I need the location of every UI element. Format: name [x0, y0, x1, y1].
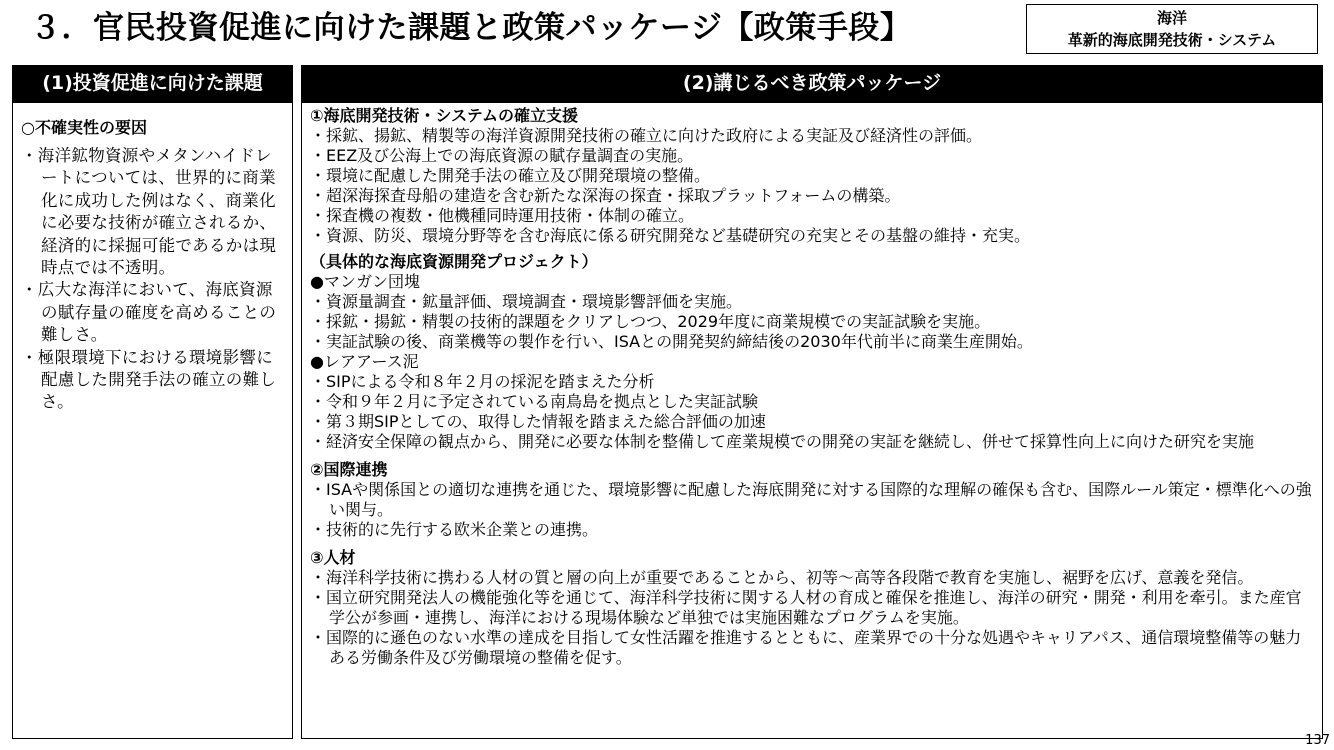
policy-item: ・環境に配慮した開発手法の確立及び開発環境の整備。 [310, 166, 711, 185]
topic-tag-line1: 海洋 [1156, 9, 1187, 27]
project-item: ・第３期SIPとしての、取得した情報を踏まえた総合評価の加速 [310, 412, 766, 431]
project-item: ・令和９年２月に予定されている南鳥島を拠点とした実証試験 [310, 392, 759, 411]
policy-item: ・ISAや関係国との適切な連携を通じた、環境影響に配慮した海底開発に対する国際的な理解の確保も含む、国際ルール策定・標準化への強い関与。 [310, 480, 1312, 519]
page-number: 137 [1305, 733, 1330, 748]
topic-tag [1026, 4, 1318, 54]
section-title-international: ②国際連携 [310, 460, 388, 479]
policy-item: ・資源、防災、環境分野等を含む海底に係る研究開発など基礎研究の充実とその基盤の維持・充実。 [310, 226, 1031, 245]
section-title-human-resources: ③人材 [310, 548, 356, 567]
project-item: ・採鉱・揚鉱・精製の技術的課題をクリアしつつ、2029年度に商業規模での実証試験を実施。 [310, 312, 991, 331]
policy-item: ・技術的に先行する欧米企業との連携。 [310, 520, 599, 539]
project-label-rare-earth: ●レアアース泥 [310, 352, 419, 371]
project-item: ・資源量調査・鉱量評価、環境調査・環境影響評価を実施。 [310, 292, 743, 311]
issues-subheading: ○不確実性の要因 [21, 118, 147, 137]
project-item: ・実証試験の後、商業機等の製作を行い、ISAとの開発契約締結後の2030年代前半に商業生産開始。 [310, 332, 1033, 351]
project-label-manganese: ●マンガン団塊 [310, 272, 420, 291]
project-item: ・経済安全保障の観点から、開発に必要な体制を整備して産業規模での開発の実証を継続し、併せて採算性向上に向けた研究を実施 [310, 432, 1255, 451]
issues-panel [12, 102, 293, 739]
right-column-heading: (2)講じるべき政策パッケージ [301, 65, 1323, 102]
project-item: ・SIPによる令和８年２月の採泥を踏まえた分析 [310, 372, 655, 391]
policy-item: ・採鉱、揚鉱、精製等の海洋資源開発技術の確立に向けた政府による実証及び経済性の評価。 [310, 126, 983, 145]
issue-item: ・海洋鉱物資源やメタンハイドレートについては、世界的に商業化に成功した例はなく、商業化に必要な技術が確立されるか、経済的に採掘可能であるかは現時点では不透明。 [21, 146, 277, 278]
issue-item: ・極限環境下における環境影響に配慮した開発手法の確立の難しさ。 [21, 347, 277, 412]
policy-panel [301, 102, 1323, 739]
issue-item: ・広大な海洋において、海底資源の賦存量の確度を高めることの難しさ。 [21, 280, 277, 345]
projects-heading: （具体的な海底資源開発プロジェクト） [310, 252, 598, 271]
policy-item: ・海洋科学技術に携わる人材の質と層の向上が重要であることから、初等～高等各段階で教育を実施し、裾野を広げ、意義を発信。 [310, 568, 1254, 587]
topic-tag-line2: 革新的海底開発技術・システム [1067, 31, 1277, 49]
section-title-technology: ①海底開発技術・システムの確立支援 [310, 106, 578, 125]
left-column-heading: (1)投資促進に向けた課題 [12, 65, 293, 102]
policy-item: ・探査機の複数・他機種同時運用技術・体制の確立。 [310, 206, 695, 225]
policy-item: ・国立研究開発法人の機能強化等を通じて、海洋科学技術に関する人材の育成と確保を推進し、海洋の研究・開発・利用を牽引。また産官学公が参画・連携し、海洋における現場体験など単独では実施困難なプログラムを実施。 [310, 588, 1302, 627]
policy-item: ・超深海探査母船の建造を含む新たな深海の探査・採取プラットフォームの構築。 [310, 186, 901, 205]
page-title: ３．官民投資促進に向けた課題と政策パッケージ【政策手段】 [30, 10, 912, 46]
policy-item: ・国際的に遜色のない水準の達成を目指して女性活躍を推進するとともに、産業界での十分な処遇やキャリアパス、通信環境整備等の魅力ある労働条件及び労働環境の整備を促す。 [310, 628, 1302, 667]
policy-item: ・EEZ及び公海上での海底資源の賦存量調査の実施。 [310, 146, 694, 165]
